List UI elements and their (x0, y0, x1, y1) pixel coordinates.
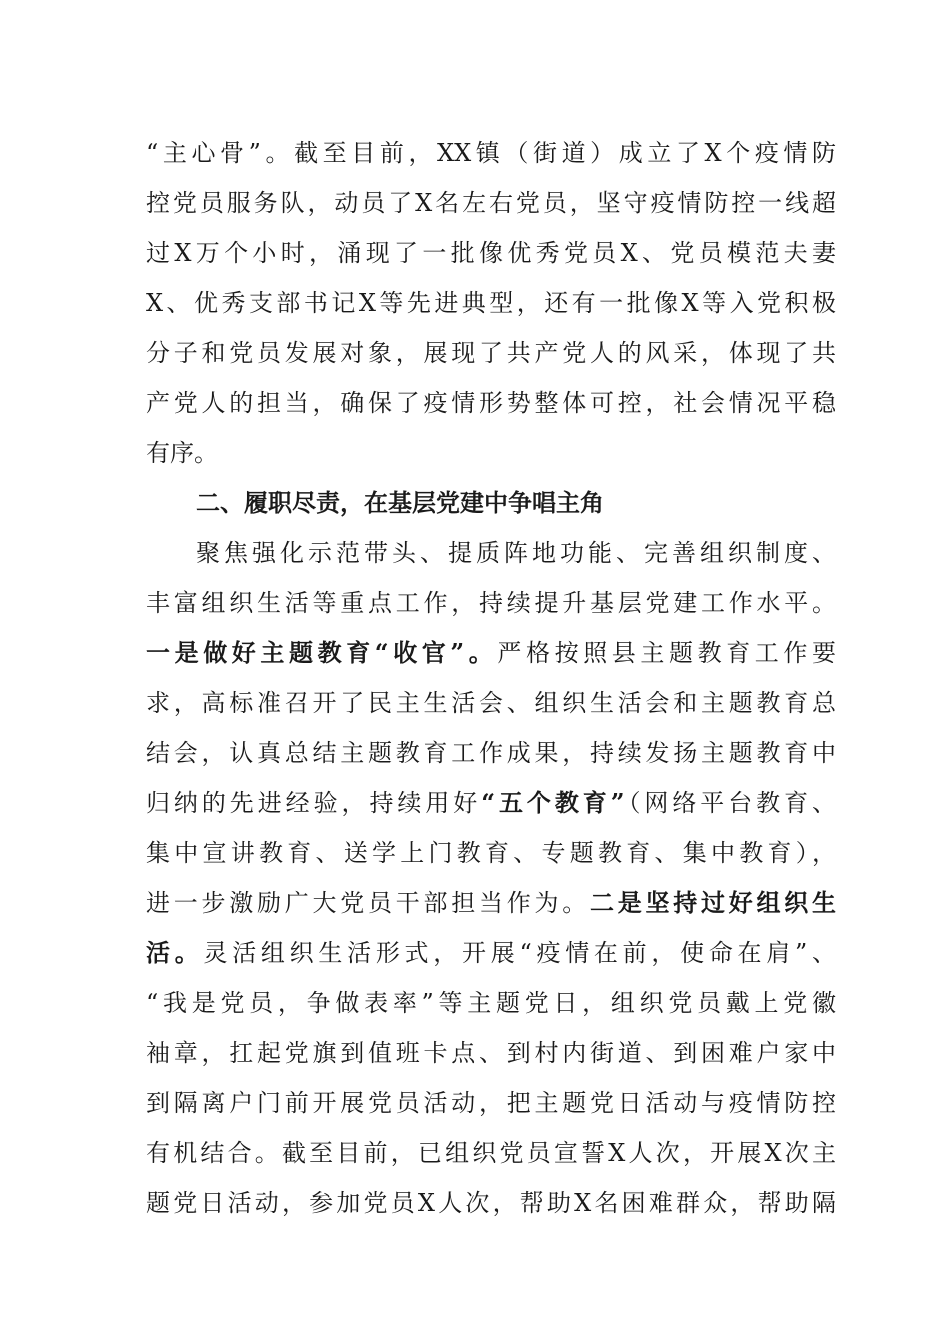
body-line: 有序。 (146, 439, 218, 467)
body-line (146, 633, 836, 673)
body-line (146, 933, 836, 973)
body-line: 聚焦强化示范带头、提质阵地功能、完善组织制度、 (196, 539, 836, 567)
bold-phrase: 活。 (146, 938, 204, 967)
body-text: 归纳的先进经验，持续用好 (146, 789, 482, 817)
body-line: 袖章，扛起党旗到值班卡点、到村内街道、到困难户家中 (146, 1039, 836, 1067)
body-line: 产党人的担当，确保了疫情形势整体可控，社会情况平稳 (146, 389, 836, 417)
body-text: 灵活组织生活形式，开展“疫情在前，使命在肩”、 (203, 939, 837, 967)
body-line: 结会，认真总结主题教育工作成果，持续发扬主题教育中 (146, 739, 836, 767)
bold-phrase: 二是坚持过好组织生 (590, 888, 836, 917)
bold-phrase: 一是做好主题教育“收官”。 (146, 638, 498, 667)
body-line: 有机结合。截至目前，已组织党员宣誓X人次，开展X次主 (146, 1139, 836, 1167)
body-line: “主心骨”。截至目前，XX镇（街道）成立了X个疫情防 (146, 139, 836, 167)
body-line: 集中宣讲教育、送学上门教育、专题教育、集中教育）， (146, 839, 836, 867)
body-line: 题党日活动，参加党员X人次，帮助X名困难群众，帮助隔 (146, 1189, 836, 1217)
body-line: X、优秀支部书记X等先进典型，还有一批像X等入党积极 (146, 289, 836, 317)
body-line: 分子和党员发展对象，展现了共产党人的风采，体现了共 (146, 339, 836, 367)
body-line: “我是党员，争做表率”等主题党日，组织党员戴上党徽 (146, 989, 836, 1017)
body-line: 过X万个小时，涌现了一批像优秀党员X、党员模范夫妻 (146, 239, 836, 267)
body-text: 严格按照县主题教育工作要 (497, 639, 837, 667)
body-text: 进一步激励广大党员干部担当作为。 (146, 889, 590, 917)
bold-phrase: “五个教育” (481, 788, 625, 817)
body-line: 控党员服务队，动员了X名左右党员，坚守疫情防控一线超 (146, 189, 836, 217)
body-line (146, 783, 836, 823)
body-text: （网络平台教育、 (624, 789, 837, 817)
body-line (146, 883, 836, 923)
body-line: 到隔离户门前开展党员活动，把主题党日活动与疫情防控 (146, 1089, 836, 1117)
body-line: 求，高标准召开了民主生活会、组织生活会和主题教育总 (146, 689, 836, 717)
section-heading: 二、履职尽责，在基层党建中争唱主角 (196, 488, 604, 517)
body-line: 丰富组织生活等重点工作，持续提升基层党建工作水平。 (146, 589, 836, 617)
